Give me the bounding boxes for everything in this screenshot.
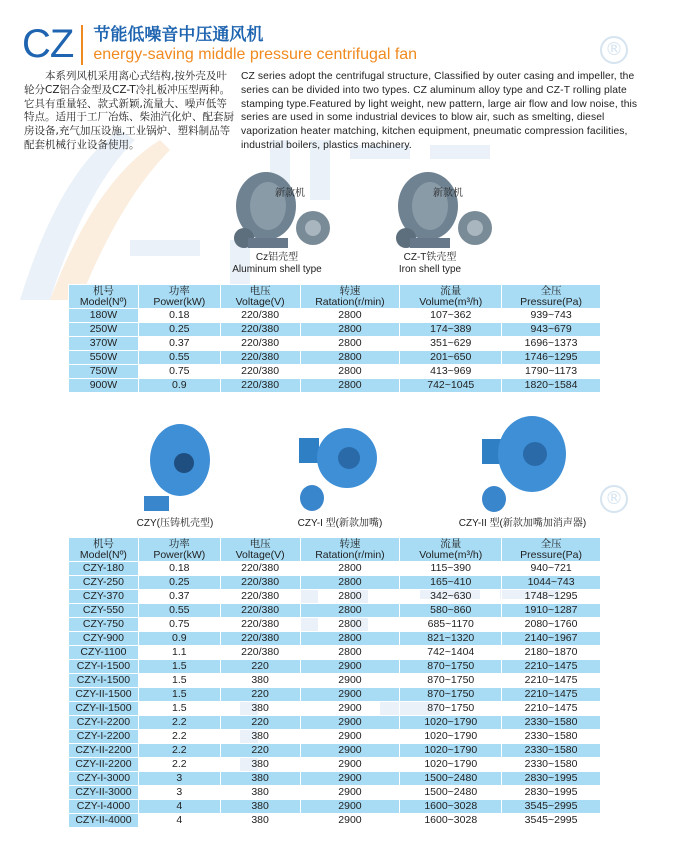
table-cell: 380 xyxy=(220,814,300,828)
table-cell: CZY-II-1500 xyxy=(69,702,139,716)
table-cell: 0.18 xyxy=(138,562,220,576)
table-cell: 1020~1790 xyxy=(400,758,502,772)
table-cell: 0.37 xyxy=(138,337,220,351)
table-cell: 220/380 xyxy=(220,576,300,590)
table-cell: 220/380 xyxy=(220,309,300,323)
table-cell: 220 xyxy=(220,688,300,702)
header-text: 功率 xyxy=(168,284,190,297)
table-cell: 2800 xyxy=(300,562,400,576)
table-cell: 220/380 xyxy=(220,618,300,632)
table-row xyxy=(69,660,601,674)
table-cell: CZY-I-4000 xyxy=(69,800,139,814)
table-row xyxy=(69,786,601,800)
caption-en: Aluminum shell type xyxy=(232,264,322,275)
fan-image-czy-i xyxy=(297,418,377,513)
table-cell: CZY-1100 xyxy=(69,646,139,660)
table-cell: 0.18 xyxy=(138,309,220,323)
column-header xyxy=(502,285,601,309)
table-cell: 220/380 xyxy=(220,351,300,365)
table-cell: 2330~1580 xyxy=(502,744,601,758)
table-row xyxy=(69,365,601,379)
table-cell: 2800 xyxy=(300,323,400,337)
table-cell: 4 xyxy=(138,814,220,828)
table-cell: 220 xyxy=(220,660,300,674)
table-row xyxy=(69,562,601,576)
table-cell: CZY-II-4000 xyxy=(69,814,139,828)
table-cell: CZY-900 xyxy=(69,632,139,646)
table-cell: CZY-I-1500 xyxy=(69,660,139,674)
table-cell: 220/380 xyxy=(220,337,300,351)
table-cell: 0.37 xyxy=(138,590,220,604)
table-row xyxy=(69,702,601,716)
table-cell: 1044~743 xyxy=(502,576,601,590)
caption-en: Iron shell type xyxy=(398,264,462,275)
table-cell: 2830~1995 xyxy=(502,772,601,786)
table-cell: 220/380 xyxy=(220,590,300,604)
table-cell: 220/380 xyxy=(220,562,300,576)
table-cell: CZY-I-3000 xyxy=(69,772,139,786)
table-cell: 2900 xyxy=(300,800,400,814)
table-cell: 1748~1295 xyxy=(502,590,601,604)
table-cell: 380 xyxy=(220,758,300,772)
table-cell: 4 xyxy=(138,800,220,814)
column-header xyxy=(400,538,502,562)
table-cell: 1696~1373 xyxy=(502,337,601,351)
column-header xyxy=(138,538,220,562)
table-cell: 220/380 xyxy=(220,379,300,393)
table-cell: 940~721 xyxy=(502,562,601,576)
table-cell: 2900 xyxy=(300,772,400,786)
table-cell: 2210~1475 xyxy=(502,702,601,716)
header-text: Volume(m³/h) xyxy=(419,295,483,308)
table-cell: 1820~1584 xyxy=(502,379,601,393)
registered-mark: ® xyxy=(600,485,628,513)
table-row xyxy=(69,814,601,828)
table-cell: 943~679 xyxy=(502,323,601,337)
table-cell: 0.25 xyxy=(138,323,220,337)
table-cell: 742~1045 xyxy=(400,379,502,393)
table-cell: 2900 xyxy=(300,660,400,674)
table-cell: 342~630 xyxy=(400,590,502,604)
table-cell: 165~410 xyxy=(400,576,502,590)
table-cell: 1.5 xyxy=(138,702,220,716)
table-cell: CZY-II-2200 xyxy=(69,744,139,758)
table-cell: 220/380 xyxy=(220,323,300,337)
table-row xyxy=(69,604,601,618)
table-cell: CZY-180 xyxy=(69,562,139,576)
header-text: 全压 xyxy=(540,537,562,550)
product-caption-czy-i: CZY-I 型(新款加嘴) xyxy=(297,518,383,529)
table-cell: CZY-250 xyxy=(69,576,139,590)
table-cell: 220/380 xyxy=(220,365,300,379)
table-cell: 2800 xyxy=(300,604,400,618)
table-cell: 220/380 xyxy=(220,632,300,646)
table-cell: 380 xyxy=(220,702,300,716)
table-cell: 2330~1580 xyxy=(502,758,601,772)
table-cell: 2210~1475 xyxy=(502,688,601,702)
table-cell: CZY-750 xyxy=(69,618,139,632)
table-cell: 742~1404 xyxy=(400,646,502,660)
table-cell: 2210~1475 xyxy=(502,674,601,688)
table-row xyxy=(69,379,601,393)
table-cell: 1910~1287 xyxy=(502,604,601,618)
table-row xyxy=(69,744,601,758)
table-cell: 2800 xyxy=(300,365,400,379)
table-cell: 2.2 xyxy=(138,758,220,772)
table-cell: 1790~1173 xyxy=(502,365,601,379)
table-cell: 180W xyxy=(69,309,139,323)
title-cn: 节能低噪音中压通风机 xyxy=(93,24,264,45)
product-caption-czy: CZY(压铸机壳型) xyxy=(136,518,214,529)
column-header xyxy=(138,285,220,309)
table-cell: 220 xyxy=(220,744,300,758)
table-cell: CZY-I-2200 xyxy=(69,716,139,730)
table-cell: 1746~1295 xyxy=(502,351,601,365)
header-text: 机号 xyxy=(92,284,114,297)
table-cell: 3 xyxy=(138,786,220,800)
header-text: 全压 xyxy=(540,284,562,297)
table-cell: 380 xyxy=(220,772,300,786)
header-text: Model(Nº) xyxy=(79,548,127,561)
header-text: Pressure(Pa) xyxy=(520,295,582,308)
table-cell: 351~629 xyxy=(400,337,502,351)
table-row xyxy=(69,716,601,730)
table-cell: 2900 xyxy=(300,786,400,800)
table-cell: 2800 xyxy=(300,379,400,393)
table-cell: CZY-I-2200 xyxy=(69,730,139,744)
table-row xyxy=(69,351,601,365)
table-cell: 220 xyxy=(220,716,300,730)
product-new-label: 新款机 xyxy=(433,188,463,199)
table-cell: 900W xyxy=(69,379,139,393)
table-row xyxy=(69,590,601,604)
intro-cn: 本系列风机采用离心式结构,按外壳及叶轮分CZ铝合金型及CZ-T冷扎板冲压型两种。它具有重量轻、款式新颖,流量大、噪声低等特点。适用于工厂冶炼、柴油汽化炉、配套厨房设备,充气加压设施,工业锅炉、塑料制品等配套机械行业设备使用。 xyxy=(24,70,234,151)
fan-image-czy-ii xyxy=(480,414,570,514)
header-text: 流量 xyxy=(440,537,462,550)
table-cell: 2140~1967 xyxy=(502,632,601,646)
table-cell: 0.9 xyxy=(138,632,220,646)
table-row xyxy=(69,337,601,351)
table-cell: 3545~2995 xyxy=(502,814,601,828)
table-cell: 1020~1790 xyxy=(400,716,502,730)
table-cell: 0.9 xyxy=(138,379,220,393)
table-cell: 174~389 xyxy=(400,323,502,337)
table-cell: CZY-I-1500 xyxy=(69,674,139,688)
table-cell: 1600~3028 xyxy=(400,814,502,828)
table-cell: 1.5 xyxy=(138,660,220,674)
table-cell: 2800 xyxy=(300,337,400,351)
header-text: 电压 xyxy=(249,537,271,550)
table-cell: 2.2 xyxy=(138,744,220,758)
table-cell: 0.75 xyxy=(138,618,220,632)
table-cell: 1.1 xyxy=(138,646,220,660)
table-cell: 2800 xyxy=(300,632,400,646)
table-cell: 2900 xyxy=(300,814,400,828)
table-cell: 380 xyxy=(220,786,300,800)
table-row xyxy=(69,800,601,814)
table-row xyxy=(69,772,601,786)
table-cell: 1.5 xyxy=(138,688,220,702)
product-caption-aluminum xyxy=(222,252,332,276)
column-header xyxy=(69,538,139,562)
page-header xyxy=(22,22,417,67)
header-text: Volume(m³/h) xyxy=(419,548,483,561)
table-cell: 1020~1790 xyxy=(400,730,502,744)
table-cell: 870~1750 xyxy=(400,674,502,688)
table-cell: 2330~1580 xyxy=(502,730,601,744)
table-cell: 750W xyxy=(69,365,139,379)
table-row xyxy=(69,688,601,702)
header-text: Voltage(V) xyxy=(235,295,285,308)
table-row xyxy=(69,674,601,688)
table-cell: 870~1750 xyxy=(400,688,502,702)
header-text: 流量 xyxy=(440,284,462,297)
table-cell: 2180~1870 xyxy=(502,646,601,660)
table-cell: 1020~1790 xyxy=(400,744,502,758)
divider xyxy=(81,25,83,65)
table-cell: 0.55 xyxy=(138,604,220,618)
header-text: Power(kW) xyxy=(153,548,206,561)
table-cell: 201~650 xyxy=(400,351,502,365)
column-header xyxy=(502,538,601,562)
column-header xyxy=(400,285,502,309)
table-cell: 220/380 xyxy=(220,646,300,660)
table-cell: 413~969 xyxy=(400,365,502,379)
header-text: 电压 xyxy=(249,284,271,297)
table-cell: 2900 xyxy=(300,702,400,716)
table-cell: 2210~1475 xyxy=(502,660,601,674)
product-new-label: 新款机 xyxy=(275,188,305,199)
table-cell: 870~1750 xyxy=(400,660,502,674)
table-cell: 2800 xyxy=(300,309,400,323)
fan-image-czy xyxy=(142,418,212,513)
header-text: 转速 xyxy=(339,537,361,550)
table-cell: 380 xyxy=(220,800,300,814)
table-cell: 2900 xyxy=(300,758,400,772)
table-cell: 0.55 xyxy=(138,351,220,365)
header-text: 机号 xyxy=(92,537,114,550)
table-cell: 2830~1995 xyxy=(502,786,601,800)
registered-mark: ® xyxy=(600,36,628,64)
column-header xyxy=(220,285,300,309)
table-cell: 3 xyxy=(138,772,220,786)
table-cell: 3545~2995 xyxy=(502,800,601,814)
table-cell: 870~1750 xyxy=(400,702,502,716)
header-text: 功率 xyxy=(168,537,190,550)
czy-spec-table xyxy=(68,537,601,828)
caption-cn: CZ-T铁壳型 xyxy=(403,252,457,263)
table-cell: 1500~2480 xyxy=(400,772,502,786)
table-cell: 685~1170 xyxy=(400,618,502,632)
header-text: Ratation(r/min) xyxy=(315,295,385,308)
table-cell: 2800 xyxy=(300,576,400,590)
table-row xyxy=(69,309,601,323)
header-text: Voltage(V) xyxy=(235,548,285,561)
table-row xyxy=(69,618,601,632)
table-cell: 2330~1580 xyxy=(502,716,601,730)
column-header xyxy=(300,285,400,309)
header-text: Ratation(r/min) xyxy=(315,548,385,561)
table-row xyxy=(69,632,601,646)
table-cell: CZY-II-1500 xyxy=(69,688,139,702)
table-cell: 2900 xyxy=(300,730,400,744)
table-cell: 220/380 xyxy=(220,604,300,618)
table-cell: 370W xyxy=(69,337,139,351)
column-header xyxy=(220,538,300,562)
table-cell: 2.2 xyxy=(138,716,220,730)
table-cell: 580~860 xyxy=(400,604,502,618)
table-cell: 380 xyxy=(220,674,300,688)
header-text: Power(kW) xyxy=(153,295,206,308)
product-caption-czy-ii: CZY-II 型(新款加嘴加消声器) xyxy=(458,518,587,529)
table-cell: 1.5 xyxy=(138,674,220,688)
table-cell: 2.2 xyxy=(138,730,220,744)
header-text: Model(Nº) xyxy=(79,295,127,308)
series-code: CZ xyxy=(22,22,74,66)
caption-cn: Cz铝壳型 xyxy=(255,252,299,263)
table-row xyxy=(69,323,601,337)
table-cell: 2800 xyxy=(300,618,400,632)
table-cell: 821~1320 xyxy=(400,632,502,646)
column-header xyxy=(300,538,400,562)
header-text: Pressure(Pa) xyxy=(520,548,582,561)
table-row xyxy=(69,730,601,744)
table-cell: CZY-550 xyxy=(69,604,139,618)
table-cell: 0.75 xyxy=(138,365,220,379)
product-caption-iron xyxy=(380,252,480,276)
table-row xyxy=(69,758,601,772)
table-cell: 2800 xyxy=(300,590,400,604)
table-cell: 2080~1760 xyxy=(502,618,601,632)
table-cell: 115~390 xyxy=(400,562,502,576)
table-cell: 2900 xyxy=(300,688,400,702)
cz-spec-table xyxy=(68,284,601,393)
table-cell: 939~743 xyxy=(502,309,601,323)
table-cell: 380 xyxy=(220,730,300,744)
table-row xyxy=(69,576,601,590)
table-cell: 2900 xyxy=(300,674,400,688)
title-en: energy-saving middle pressure centrifugal fan xyxy=(93,45,418,63)
table-cell: 2900 xyxy=(300,744,400,758)
header-text: 转速 xyxy=(339,284,361,297)
column-header xyxy=(69,285,139,309)
table-cell: 550W xyxy=(69,351,139,365)
table-cell: 107~362 xyxy=(400,309,502,323)
table-cell: CZY-370 xyxy=(69,590,139,604)
table-header-row xyxy=(69,538,601,562)
table-cell: 2900 xyxy=(300,716,400,730)
table-cell: CZY-II-2200 xyxy=(69,758,139,772)
table-cell: 250W xyxy=(69,323,139,337)
table-cell: 1500~2480 xyxy=(400,786,502,800)
table-cell: 0.25 xyxy=(138,576,220,590)
intro-en: CZ series adopt the centrifugal structure, Classified by outer casing and impeller, the series can be divided into two types. CZ aluminum alloy type and CZ-T rolling plate stamping type.Featured by light weight, new pattern, large air flow and low noise, this series are used in some industrial devices to blow air, such as smelting, diesel vaporization heater matching, kitchen equipment, pneumatic compression facilities, industrial boilers, plastics machinery. xyxy=(241,71,638,151)
table-cell: 2800 xyxy=(300,646,400,660)
fan-image-iron xyxy=(390,168,500,258)
table-cell: 1600~3028 xyxy=(400,800,502,814)
fan-image-aluminum xyxy=(228,168,338,258)
table-cell: CZY-II-3000 xyxy=(69,786,139,800)
table-header-row xyxy=(69,285,601,309)
table-cell: 2800 xyxy=(300,351,400,365)
table-row xyxy=(69,646,601,660)
